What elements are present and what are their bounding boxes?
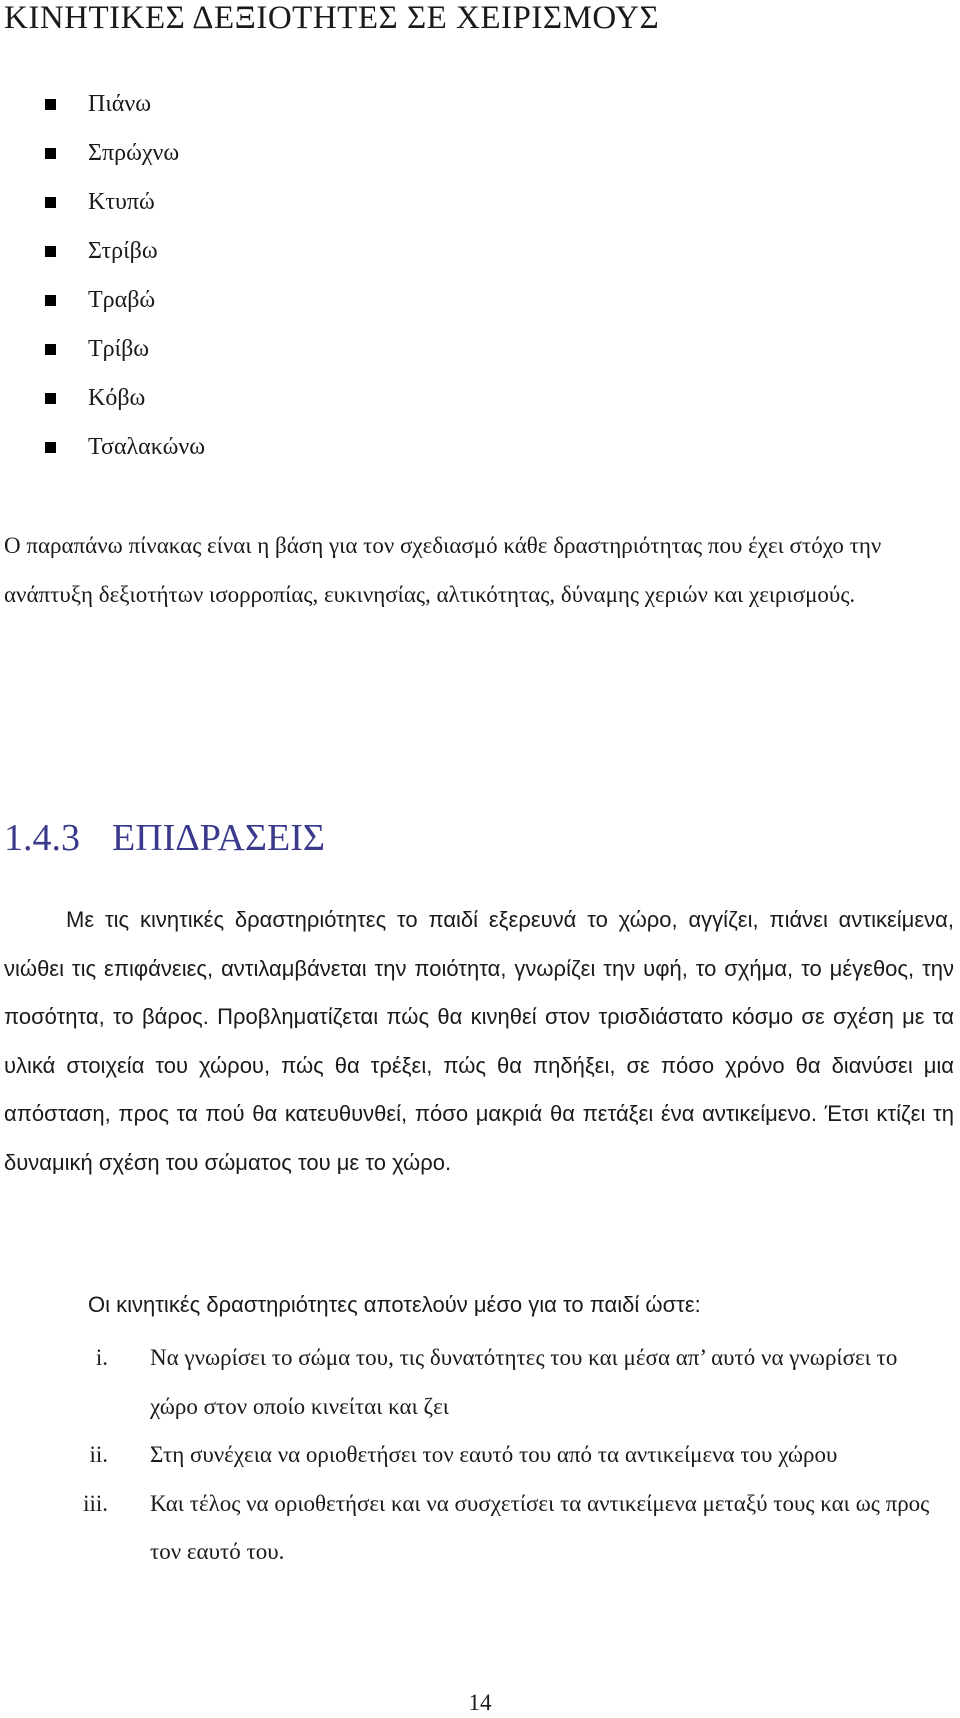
list-marker: ii. xyxy=(89,1442,108,1467)
section-number: 1.4.3 xyxy=(4,817,80,859)
skill-label: Κόβω xyxy=(88,385,146,411)
square-bullet-icon xyxy=(45,442,56,453)
list-item-text: Και τέλος να οριοθετήσει και να συσχετίσει τα αντικείμενα μεταξύ τους και ως προς τον εαυτό του. xyxy=(150,1490,930,1564)
square-bullet-icon xyxy=(45,246,56,257)
skill-label: Στρίβω xyxy=(88,238,158,264)
section-heading xyxy=(4,816,325,860)
list-marker: iii. xyxy=(83,1490,108,1516)
list-intro: Οι κινητικές δραστηριότητες αποτελούν μέσο για το παιδί ώστε: xyxy=(88,1292,701,1317)
intro-paragraph: Ο παραπάνω πίνακας είναι η βάση για τον σχεδιασμό κάθε δραστηριότητας που έχει στόχο την ανάπτυξη δεξιοτήτων ισορροπίας, ευκινησίας, αλτικότητας, δύναμης χεριών και χειρισμούς. xyxy=(4,533,882,607)
list-item-text: Στη συνέχεια να οριοθετήσει τον εαυτό του από τα αντικείμενα του χώρου xyxy=(150,1442,838,1467)
skill-label: Πιάνω xyxy=(88,91,152,117)
skill-label: Τσαλακώνω xyxy=(88,434,206,460)
goals-list xyxy=(0,1334,960,1577)
list-marker: i. xyxy=(95,1345,108,1370)
square-bullet-icon xyxy=(45,344,56,355)
section-paragraph: Με τις κινητικές δραστηριότητες το παιδί εξερευνά το χώρο, αγγίζει, πιάνει αντικείμενα, νιώθει τις επιφάνειες, αντιλαμβάνεται την ποιότητα, γνωρίζει την υφή, το σχήμα, το μέγεθος, την ποσότητα, το βάρος. Προβληματίζεται πώς θα κινηθεί στον τρισδιάστατο κόσμο σε σχέση με τα υλικά στοιχεία του χώρου, πώς θα τρέξει, πώς θα πηδήξει, σε πόσο χρόνο θα διανύσει μια απόσταση, προς τα πού θα κατευθυνθεί, πόσο μακριά θα πετάξει ένα αντικείμενο. Έτσι κτίζει τη δυναμική σχέση του σώματος του με το χώρο. xyxy=(4,907,954,1175)
page-title: ΚΙΝΗΤΙΚΕΣ ΔΕΞΙΟΤΗΤΕΣ ΣΕ ΧΕΙΡΙΣΜΟΥΣ xyxy=(4,0,660,36)
square-bullet-icon xyxy=(45,99,56,110)
square-bullet-icon xyxy=(45,197,56,208)
skill-label: Τρίβω xyxy=(88,336,150,362)
section-title: ΕΠΙΔΡΑΣΕΙΣ xyxy=(112,817,325,859)
list-item xyxy=(0,1480,960,1577)
list-item xyxy=(0,1431,960,1480)
square-bullet-icon xyxy=(45,148,56,159)
skill-label: Τραβώ xyxy=(88,287,156,313)
skill-label: Κτυπώ xyxy=(88,189,155,215)
square-bullet-icon xyxy=(45,393,56,404)
page-number: 14 xyxy=(468,1690,492,1715)
square-bullet-icon xyxy=(45,295,56,306)
list-item xyxy=(0,1334,960,1431)
list-item-text: Να γνωρίσει το σώμα του, τις δυνατότητες του και μέσα απ’ αυτό να γνωρίσει το χώρο στον οποίο κινείται και ζει xyxy=(150,1345,898,1419)
skill-label: Σπρώχνω xyxy=(88,140,180,166)
